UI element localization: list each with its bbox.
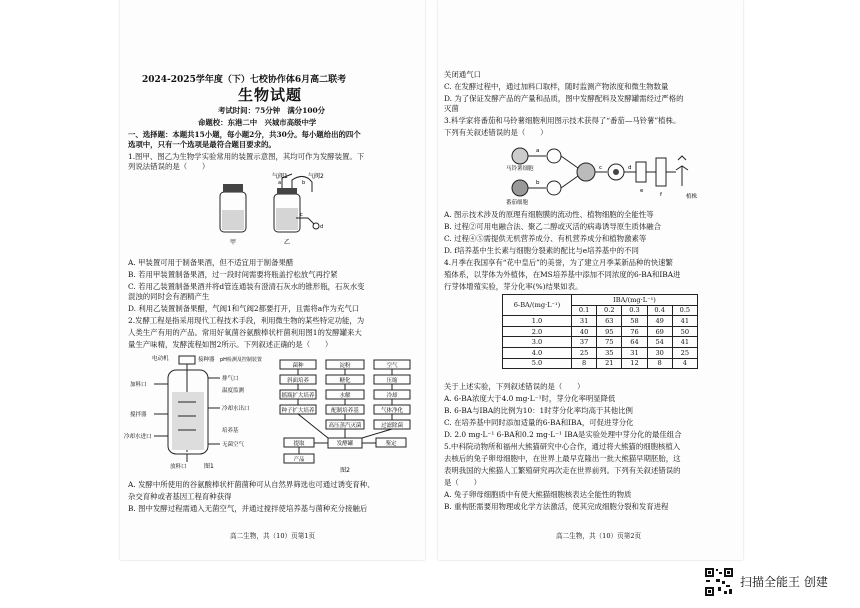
table-value-cell: 69: [647, 326, 672, 337]
cool-in-label: 冷却水进口: [124, 434, 152, 440]
question-2-line: 量生产味精，发酵流程如图2所示。下列叙述正确的是（ ）: [128, 340, 333, 349]
valve-2-label: 气阀2: [308, 173, 324, 180]
qr-code-icon: [704, 567, 734, 597]
option-2a: A. 发酵中所使用的谷氨酸棒状杆菌菌种可从自然界筛选也可通过诱变育种、: [128, 480, 375, 489]
flow-gas-purify: 气体净化: [380, 408, 404, 414]
option-2a-cont: 杂交育种或者基因工程育种获得: [128, 492, 232, 501]
question-4-line: 殖体系，以芽体为外植体，在MS培养基中添加不同浓度的6-BA和IBA进: [444, 270, 681, 279]
option-4a: A. 6-BA浓度大于4.0 mg·L⁻¹时，芽分化率明显降低: [444, 394, 616, 403]
option-5b: B. 重构胚需要用物理或化学方法激活，使其完成细胞分裂和发育进程: [444, 502, 669, 511]
table-value-cell: 35: [597, 347, 622, 358]
option-1a: A. 甲装置可用于制备果酒，但不适宜用于制备果醋: [128, 258, 294, 267]
step-c-label: c: [599, 165, 603, 171]
step-e-label: e: [640, 188, 644, 194]
table-ba-cell: 3.0: [503, 337, 572, 348]
step-b-label: b: [536, 180, 540, 186]
table-value-cell: 41: [672, 316, 697, 327]
flow-strain: 菌种: [292, 363, 304, 369]
table-row: [503, 358, 698, 369]
flow-cool: 冷却: [386, 393, 398, 399]
table-value-cell: 49: [647, 316, 672, 327]
table-ba-cell: 5.0: [503, 358, 572, 369]
option-2d-cont: 灭菌: [444, 104, 459, 113]
option-4c: C. 在培养基中同时添加适量的6-BA和IBA，可促进芽分化: [444, 418, 634, 427]
port-c-label: c: [300, 212, 303, 218]
flow-air: 空气: [386, 363, 398, 369]
exam-authors: 命题校：东港二中 兴城市高级中学: [198, 118, 317, 127]
table-row: [503, 347, 698, 358]
discharge-label: 放料口: [170, 464, 187, 470]
table-value-cell: 54: [647, 337, 672, 348]
ph-probe-label: pH检测及控制装置: [220, 357, 262, 363]
table-corner-header: 6-BA/(mg·L⁻¹): [503, 295, 572, 316]
option-3a: A. 图示技术涉及的原理有细胞膜的流动性、植物细胞的全能性等: [444, 210, 654, 219]
figure-2-caption: 图2: [340, 467, 350, 474]
valve-1-label: 气阀1: [272, 173, 288, 180]
flow-identify: 鉴定: [385, 441, 397, 447]
option-1c: C. 若用乙装置制备果酒并将d管连通装有澄清石灰水的锥形瓶，石灰水变: [128, 282, 365, 291]
flow-fermenter: 发酵罐: [336, 441, 354, 447]
exam-page-1: [120, 0, 425, 560]
table-value-cell: 8: [572, 358, 597, 369]
flow-compress: 压缩: [386, 378, 398, 384]
figure-1-caption: 图1: [204, 463, 214, 470]
question-4-line: 行芽体增殖实验，芽分化率(%)结果如表。: [444, 282, 583, 291]
step-f-label: f: [660, 192, 662, 198]
motor-label: 电动机: [152, 356, 169, 362]
table-value-cell: 50: [672, 326, 697, 337]
question-4-line: 4.月季在我国享有“花中皇后”的美誉，为了建立月季某新品种的快速繁: [444, 258, 673, 267]
subject-title: 生物试题: [238, 86, 303, 104]
table-value-cell: 4: [672, 358, 697, 369]
apparatus-yi-label: 乙: [284, 239, 291, 246]
option-1b: B. 若用甲装置制备果酒，过一段时间需要将瓶盖拧松放气再拧紧: [128, 270, 338, 279]
question-4-prompt: 关于上述实验，下列叙述错误的是（ ）: [444, 382, 585, 391]
exam-title: 2024-2025学年度（下）七校协作体6月高二联考: [142, 75, 347, 85]
question-1-line: 1.图甲、图乙为生物学实验常用的装置示意图，其均可作为发酵装置。下: [128, 152, 365, 161]
flow-hydrolysis: 水解: [339, 393, 351, 399]
table-value-cell: 31: [622, 347, 647, 358]
flow-starch: 淀粉: [339, 363, 351, 369]
option-2d: D. 为了保证发酵产品的产量和品质，图中发酵配料及发酵罐需经过严格的: [444, 94, 684, 103]
table-value-cell: 95: [597, 326, 622, 337]
table-value-cell: 25: [672, 347, 697, 358]
inoculum-label: 接种器: [198, 357, 215, 363]
option-2c: C. 在发酵过程中，通过加料口取样，随时监测产物浓度和微生物数量: [444, 82, 669, 91]
table-iba-col-header: 0.3: [622, 305, 647, 316]
table-value-cell: 31: [572, 316, 597, 327]
table-value-cell: 64: [622, 337, 647, 348]
sterile-air-label: 无菌空气: [222, 442, 245, 448]
scanner-brand-text: 扫描全能王 创建: [740, 575, 828, 589]
question-3-line: 下列有关叙述错误的是（ ）: [444, 128, 548, 137]
flow-filter: 过滤除菌: [380, 423, 404, 429]
table-ba-cell: 4.0: [503, 347, 572, 358]
q2-continued: 关闭通气口: [444, 70, 481, 79]
table-value-cell: 30: [647, 347, 672, 358]
option-2b: B. 图中发酵过程需通入无菌空气，并通过搅拌使培养基与菌种充分接触后: [128, 504, 368, 513]
plant-label: 植株: [686, 194, 698, 200]
table-value-cell: 25: [572, 347, 597, 358]
question-1-line: 列说法错误的是（ ）: [128, 162, 210, 171]
protoplast-fusion-figure: [506, 142, 706, 208]
section-heading-cont: 选项中，只有一个选项是最符合题目要求的。: [128, 140, 276, 149]
table-iba-col-header: 0.4: [647, 305, 672, 316]
question-5-line: 5.中科院动物所和福州大熊猫研究中心合作，通过将大熊猫的细胞核植入: [444, 442, 681, 451]
fermentation-apparatus-figure: [208, 172, 338, 252]
question-2-line: 人类生产有用的产品。常用好氧菌谷氨酸棒状杆菌利用图1的发酵罐来大: [128, 328, 362, 337]
bud-differentiation-table: [502, 294, 698, 369]
table-value-cell: 58: [622, 316, 647, 327]
table-ba-cell: 1.0: [503, 316, 572, 327]
flow-extract: 提取: [293, 441, 305, 447]
table-value-cell: 63: [597, 316, 622, 327]
step-d-label: d: [628, 165, 632, 171]
page-1-footer: 高二生物，共（10）页第1页: [230, 532, 316, 540]
option-5a: A. 兔子卵母细胞质中有使大熊猫细胞核表达全能性的物质: [444, 490, 632, 499]
fermentation-flow-figure: [276, 358, 416, 476]
option-1c-cont: 混浊的同时会有酒精产生: [128, 292, 210, 301]
exam-page-2: [438, 0, 743, 560]
exam-info: 考试时间：75分钟 满分100分: [218, 106, 326, 115]
table-body: [503, 316, 698, 369]
flow-saccharify: 糖化: [339, 378, 351, 384]
option-1d: D. 利用乙装置制备果醋，气阀1和气阀2都要打开，且需将a作为充气口: [128, 304, 360, 313]
option-3c: C. 过程④⑤需提供无机营养成分、有机营养成分和植物激素等: [444, 234, 647, 243]
question-3-line: 3.科学家将番茄和马铃薯细胞利用图示技术获得了“番茄—马铃薯”植株。: [444, 116, 681, 125]
medium-label: 培养基: [222, 428, 239, 434]
table-value-cell: 40: [572, 326, 597, 337]
table-value-cell: 41: [672, 337, 697, 348]
apparatus-jia-label: 甲: [230, 239, 237, 246]
stirrer-label: 搅拌器: [130, 412, 147, 418]
port-d-label: d: [320, 224, 324, 230]
option-4d: D. 2.0 mg·L⁻¹ 6-BA和0.2 mg·L⁻¹ IBA是实验处理中芽分化的最佳组合: [444, 430, 682, 439]
flow-slant: 斜面培养: [286, 378, 310, 384]
flow-shake: 摇瓶扩大培养: [281, 393, 315, 399]
step-a-label: a: [536, 148, 540, 154]
port-a-label: a: [278, 180, 282, 186]
question-5-line: 是（ ）: [444, 478, 481, 487]
option-4b: B. 6-BA与IBA的比例为10：1时芽分化率均高于其他比例: [444, 406, 633, 415]
table-value-cell: 21: [597, 358, 622, 369]
potato-cell-label: 马铃薯细胞: [506, 166, 534, 172]
question-5-line: 表明我国的大熊猫人工繁殖研究再次走在世界前列。下列有关叙述错误的: [444, 466, 681, 475]
table-value-cell: 8: [647, 358, 672, 369]
table-iba-col-header: 0.1: [572, 305, 597, 316]
flow-medium-prep: 配制培养基: [331, 408, 359, 414]
flow-product: 产品: [293, 457, 305, 463]
exhaust-label: 排气口: [222, 376, 239, 382]
question-5-line: 去核后的兔子卵母细胞中，在世界上最早克隆出一批大熊猫早期胚胎，这: [444, 454, 681, 463]
table-iba-col-header: 0.2: [597, 305, 622, 316]
feed-port-label: 加料口: [130, 382, 147, 388]
option-3b: B. 过程②可用电融合法、聚乙二醇或灭活的病毒诱导原生质体融合: [444, 222, 662, 231]
tomato-cell-label: 番茄细胞: [506, 200, 529, 206]
table-row: [503, 337, 698, 348]
section-heading: 一、选择题：本题共15小题，每小题2分，共30分。每小题给出的四个: [128, 130, 361, 139]
table-iba-col-header: 0.5: [672, 305, 697, 316]
option-3d: D. f培养基中生长素与细胞分裂素的配比与e培养基中的不同: [444, 246, 639, 255]
table-value-cell: 37: [572, 337, 597, 348]
temp-probe-label: 温度监测: [222, 388, 245, 394]
table-ba-cell: 2.0: [503, 326, 572, 337]
port-b-label: b: [302, 180, 306, 186]
table-value-cell: 76: [622, 326, 647, 337]
table-row: [503, 326, 698, 337]
flow-seed: 种子扩大培养: [281, 408, 315, 414]
cool-out-label: 冷却水出口: [222, 406, 250, 412]
flow-autoclave: 高压蒸汽灭菌: [328, 423, 362, 429]
page-2-footer: 高二生物，共（10）页第2页: [556, 532, 642, 540]
table-value-cell: 75: [597, 337, 622, 348]
fermenter-tank-figure: [124, 352, 274, 472]
question-2-line: 2.发酵工程是指采用现代工程技术手段，利用微生物的某些特定功能，为: [128, 316, 365, 325]
table-row: [503, 316, 698, 327]
table-value-cell: 12: [622, 358, 647, 369]
table-iba-header: IBA/(mg·L⁻¹): [572, 295, 698, 306]
